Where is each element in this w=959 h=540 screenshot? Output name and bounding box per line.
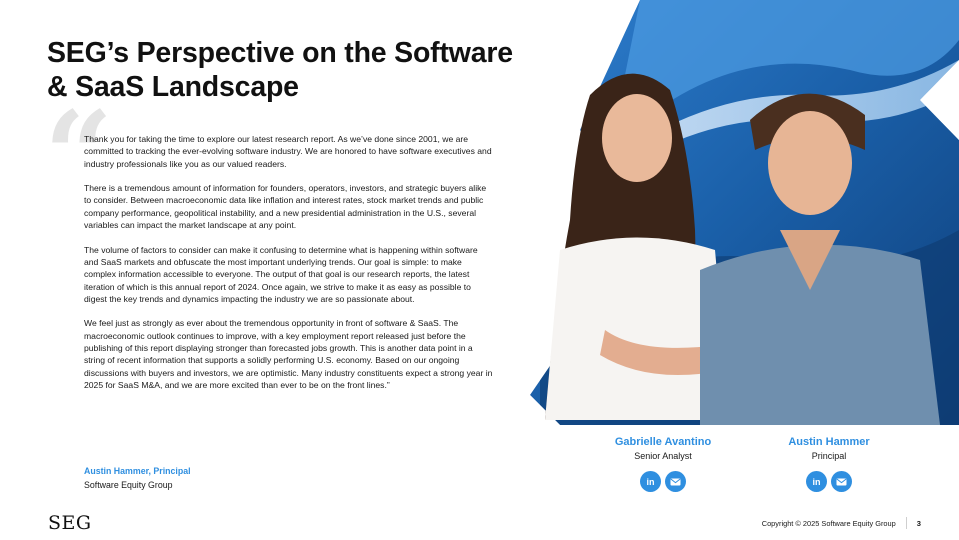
email-icon[interactable]: [665, 471, 686, 492]
linkedin-icon[interactable]: in: [806, 471, 827, 492]
page-title: SEG’s Perspective on the Software & SaaS Landscape: [47, 37, 513, 103]
social-links: [764, 471, 894, 492]
signature-name: Austin Hammer, Principal: [84, 466, 191, 476]
email-icon[interactable]: [831, 471, 852, 492]
body-text: [84, 133, 494, 404]
person-card-austin: [764, 436, 894, 492]
paragraph: Thank you for taking the time to explore our latest research report. As we’ve done since 2001, we are committed to tracking the ever-evolving software industry. We are honored to have software executives and industry professionals like you as our valued readers.: [84, 134, 492, 169]
signature-org: Software Equity Group: [84, 480, 173, 490]
person-name: Austin Hammer: [788, 436, 870, 448]
person-title: Principal: [811, 451, 847, 461]
copyright-text: Copyright © 2025 Software Equity Group: [761, 518, 896, 528]
paragraph: The volume of factors to consider can make it confusing to determine what is happening within software and SaaS markets and obfuscate the most important underlying trends. Our goal is simple: to make complex information accessible to everyone. The output of that goal is our research reports, the latest iteration of which is this annual report of 2024. Once again, we strive to make it as easy as possible to digest the key trends and dynamics impacting the industry we are so passionate about.: [84, 244, 478, 304]
linkedin-icon[interactable]: in: [640, 471, 661, 492]
person-name: Gabrielle Avantino: [614, 436, 712, 448]
seg-logo: SEG: [48, 512, 92, 534]
footer-divider: [906, 517, 907, 529]
person-card-gabrielle: [598, 436, 728, 492]
paragraph: We feel just as strongly as ever about the tremendous opportunity in front of software & SaaS. The macroeconomic outlook continues to improve, with a key employment report released just before the publishing of this report displaying stronger than forecasted jobs growth. This is another data point in a string of recent information that supports a solidly performing U.S. economy. Based on our ongoing discussions with buyers and investors, we are optimistic. Many industry constituents expect a strong year in 2025 for SaaS M&A, and we are more excited than ever to be on the front lines.”: [84, 318, 493, 390]
person-title: Senior Analyst: [634, 451, 692, 461]
paragraph: There is a tremendous amount of information for founders, operators, investors, and strategic buyers alike to consider. Between macroeconomic data like inflation and interest rates, stock market trends and public company performance, geopolitical instability, and a new presidential administration in the U.S., several variables can impact the market landscape at any point.: [84, 183, 487, 231]
team-photo: [520, 0, 959, 425]
quote-mark-icon: “: [44, 85, 114, 226]
footer: [762, 517, 921, 529]
social-links: [598, 471, 728, 492]
page-number: 3: [916, 518, 921, 528]
